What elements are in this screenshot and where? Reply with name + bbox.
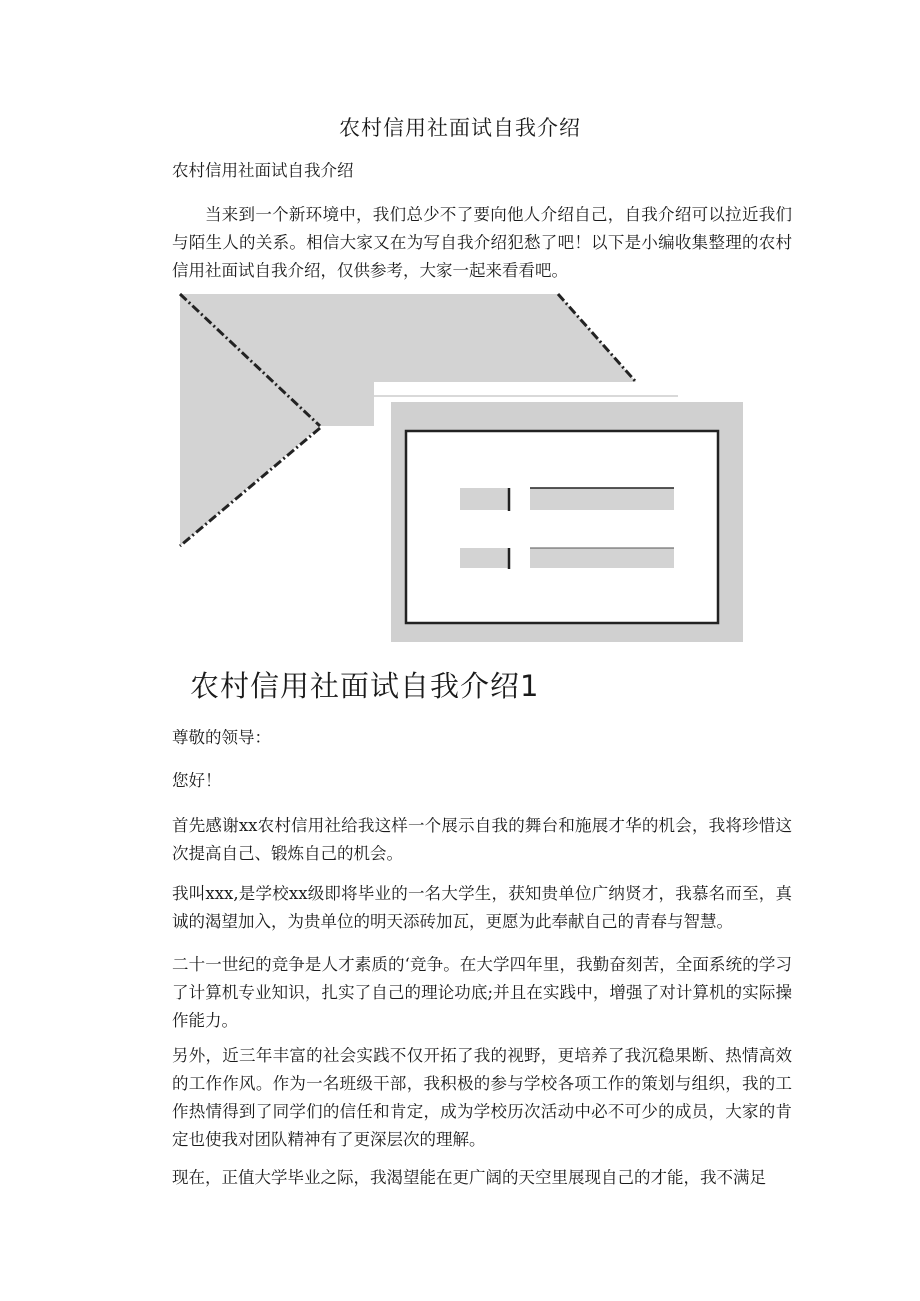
- body-paragraph: 我叫xxx,是学校xx级即将毕业的一名大学生，获知贵单位广纳贤才，我慕名而至，真诚的渴望加入，为贵单位的明天添砖加瓦，更愿为此奉献自己的青春与智慧。: [172, 884, 792, 931]
- body-paragraph: 首先感谢xx农村信用社给我这样一个展示自我的舞台和施展才华的机会，我将珍惜这次提高自己、锻炼自己的机会。: [172, 816, 792, 863]
- document-title: 农村信用社面试自我介绍: [339, 116, 581, 140]
- document-subtitle: 农村信用社面试自我介绍: [172, 161, 354, 180]
- section-heading: 农村信用社面试自我介绍1: [190, 669, 540, 703]
- body-paragraph: 现在，正值大学毕业之际，我渴望能在更广阔的天空里展现自己的才能，我不满足: [172, 1168, 766, 1187]
- hello-line: 您好！: [172, 771, 222, 790]
- body-paragraph: 另外，近三年丰富的社会实践不仅开拓了我的视野，更培养了我沉稳果断、热情高效的工作作风。作为一名班级干部，我积极的参与学校各项工作的策划与组织，我的工作热情得到了同学们的信任和肯定，成为学校历次活动中必不可少的成员，大家的肯定也使我对团队精神有了更深层次的理解。: [172, 1046, 792, 1149]
- id-card-banner-icon: [178, 290, 744, 644]
- body-paragraph: 二十一世纪的竞争是人才素质的‘竞争。在大学四年里，我勤奋刻苦，全面系统的学习了计算机专业知识，扎实了自己的理论功底;并且在实践中，增强了对计算机的实际操作能力。: [172, 955, 792, 1030]
- greeting-line: 尊敬的领导：: [172, 728, 271, 747]
- intro-paragraph: 当来到一个新环境中，我们总少不了要向他人介绍自己，自我介绍可以拉近我们与陌生人的关系。相信大家又在为写自我介绍犯愁了吧！以下是小编收集整理的农村信用社面试自我介绍，仅供参考，大家一起来看看吧。: [172, 205, 792, 280]
